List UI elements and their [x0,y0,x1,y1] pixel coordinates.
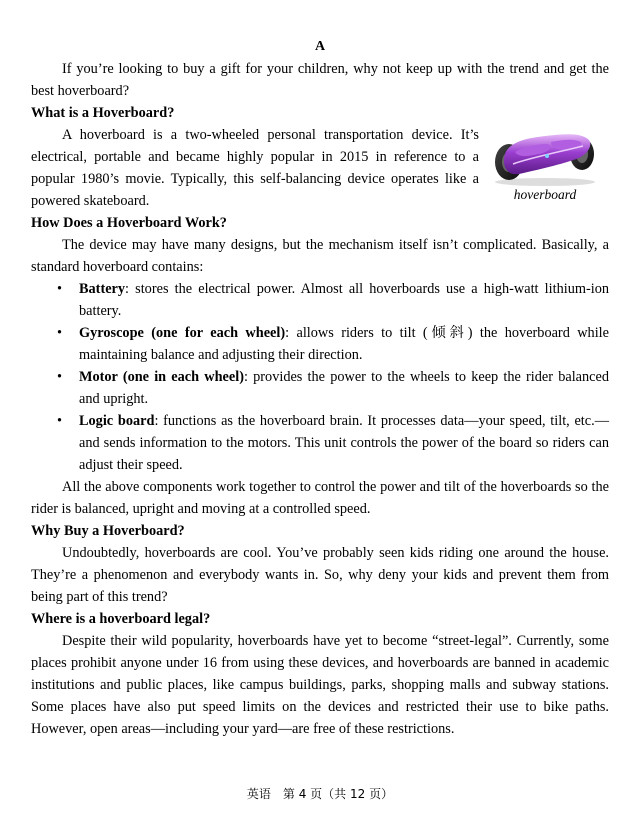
image-caption: hoverboard [513,187,577,202]
term-logic-board: Logic board [79,413,155,429]
components-list [31,278,609,476]
term-motor: Motor (one in each wheel) [79,369,244,385]
desc-battery: : stores the electrical power. Almost all hoverboards use a high-watt lithium-ion battery. [79,281,609,319]
section-letter: A [314,39,326,54]
how-paragraph: The device may have many designs, but the mechanism itself isn’t complicated. Basically, a standard hoverboard contains: [31,237,609,275]
term-battery: Battery [79,281,126,297]
bullet-icon: • [57,325,63,341]
bullet-icon: • [57,413,63,429]
heading-what: What is a Hoverboard? [31,105,175,121]
list-item-battery [31,278,609,322]
intro-paragraph: If you’re looking to buy a gift for your children, why not keep up with the trend and get the best hoverboard? [31,61,609,99]
desc-gyroscope: : allows riders to tilt (倾斜) the hoverboard while maintaining balance and adjusting their direction. [79,325,609,363]
why-paragraph: Undoubtedly, hoverboards are cool. You’ve probably seen kids riding one around the house. They’re a phenomenon and everybody wants in. So, why deny your kids and prevent them from being part of this trend? [31,545,609,605]
passage [31,58,609,740]
what-paragraph: A hoverboard is a two-wheeled personal transportation device. It’s electrical, portable and became highly popular in 2015 in reference to a popular 1980’s movie. Typically, this self-balancing device operates like a powered skateboard. [31,127,479,209]
bullet-icon: • [57,281,63,297]
heading-how: How Does a Hoverboard Work? [31,215,227,231]
bullet-icon: • [57,369,63,385]
list-item-motor [31,366,609,410]
how-summary: All the above components work together to control the power and tilt of the hoverboards so the rider is balanced, upright and moving at a controlled speed. [31,479,609,517]
page-footer: 英语 第 4 页（共 12 页） [246,787,394,801]
where-paragraph: Despite their wild popularity, hoverboards have yet to become “street-legal”. Currently, some places prohibit anyone under 16 from using these devices, and hoverboards are banned in academic institutions and public places, like campus buildings, parks, shopping malls and subway stations. Some places have also put speed limits on the devices and restricted their use to bike paths. However, open areas—including your yard—are free of these restrictions. [31,633,609,737]
hoverboard-figure [481,124,609,212]
term-gyroscope: Gyroscope (one for each wheel) [79,325,286,341]
desc-logic-board: : functions as the hoverboard brain. It processes data—your speed, tilt, etc.—and sends information to the motors. This unit controls the power of the board so riders can adjust their speed. [79,413,609,473]
desc-motor: : provides the power to the wheels to keep the rider balanced and upright. [79,369,609,407]
heading-where: Where is a hoverboard legal? [31,611,211,627]
list-item-logic-board [31,410,609,476]
heading-why: Why Buy a Hoverboard? [31,523,185,539]
list-item-gyroscope [31,322,609,366]
hoverboard-image-icon [489,124,601,188]
what-section [31,124,609,212]
